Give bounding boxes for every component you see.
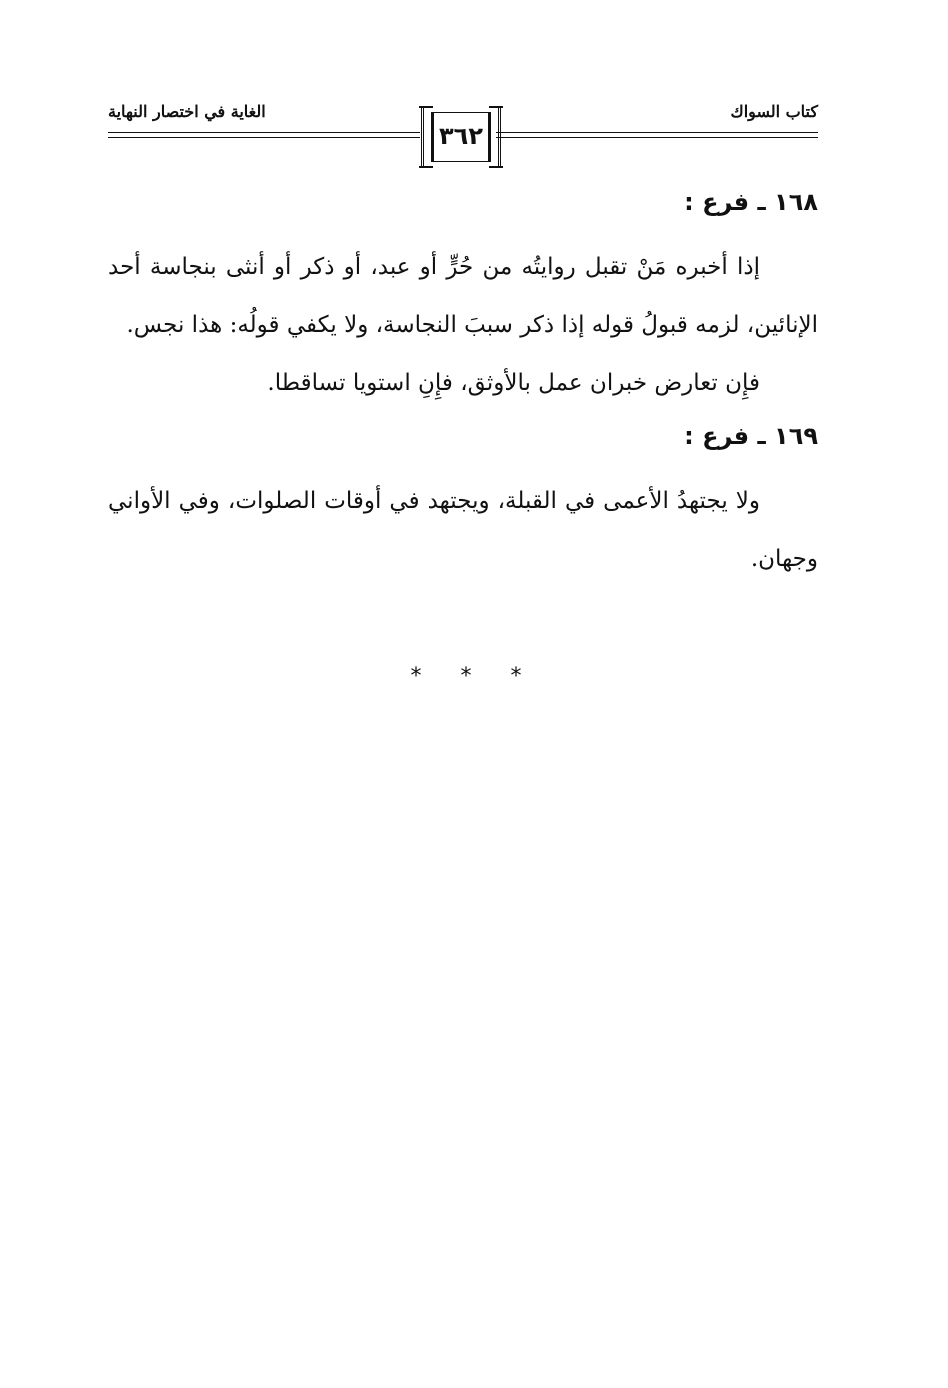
book-section-title: كتاب السواك: [730, 102, 818, 121]
section-separator: * * *: [410, 664, 538, 689]
page-body: [108, 0, 818, 1388]
section-heading: ١٦٩ ـ فرع :: [684, 422, 818, 450]
section-heading: ١٦٨ ـ فرع :: [684, 188, 818, 216]
paragraph: فإِن تعارض خبران عمل بالأوثق، فإِنِ استويا تساقطا.: [267, 370, 760, 396]
book-title: الغاية في اختصار النهاية: [108, 102, 266, 121]
paragraph: إذا أخبره مَنْ تقبل روايتُه من حُرٍّ أو عبد، أو ذكر أو أنثى بنجاسة أحد الإنائين، لزمه قبولُ قوله إذا ذكر سببَ النجاسة، ولا يكفي قولُه: هذا نجس.: [108, 254, 818, 338]
paragraph: ولا يجتهدُ الأعمى في القبلة، ويجتهد في أوقات الصلوات، وفي الأواني وجهان.: [108, 488, 818, 572]
page-number: ٣٦٢: [439, 122, 483, 150]
